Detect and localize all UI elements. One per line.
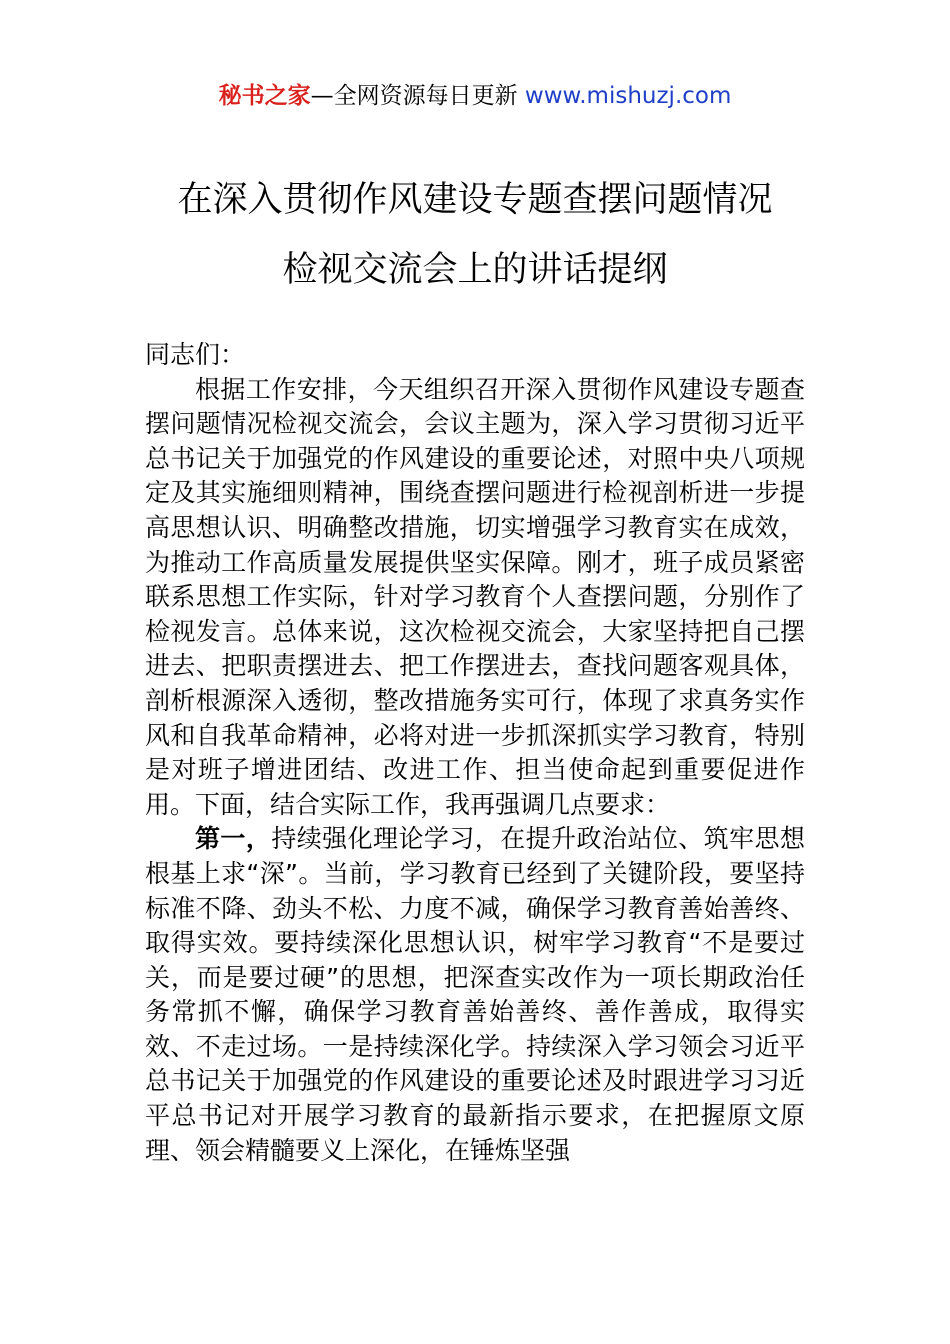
- site-header: [0, 80, 950, 112]
- paragraph-intro: 根据工作安排，今天组织召开深入贯彻作风建设专题查摆问题情况检视交流会，会议主题为，深入学习贯彻习近平总书记关于加强党的作风建设的重要论述，对照中央八项规定及其实施细则精神，围绕查摆问题进行检视剖析进一步提高思想认识、明确整改措施，切实增强学习教育实在成效，为推动工作高质量发展提供坚实保障。刚才，班子成员紧密联系思想工作实际，针对学习教育个人查摆问题，分别作了检视发言。总体来说，这次检视交流会，大家坚持把自己摆进去、把职责摆进去、把工作摆进去，查找问题客观具体，剖析根源深入透彻，整改措施务实可行，体现了求真务实作风和自我革命精神，必将对进一步抓深抓实学习教育，特别是对班子增进团结、改进工作、担当使命起到重要促进作用。下面，结合实际工作，我再强调几点要求：: [145, 374, 805, 819]
- first-point-lead: 第一，: [195, 824, 272, 854]
- site-brand: 秘书之家: [218, 83, 311, 109]
- site-tagline: —全网资源每日更新: [310, 83, 518, 109]
- first-point-body: 持续强化理论学习，在提升政治站位、筑牢思想根基上求“深”。当前，学习教育已经到了关键阶段，要坚持标准不降、劲头不松、力度不减，确保学习教育善始善终、取得实效。要持续深化思想认识，树牢学习教育“不是要过关，而是要过硬”的思想，把深查实改作为一项长期政治任务常抓不懈，确保学习教育善始善终、善作善成，取得实效、不走过场。一是持续深化学。持续深入学习领会习近平总书记关于加强党的作风建设的重要论述及时跟进学习习近平总书记对开展学习教育的最新指示要求，在把握原文原理、领会精髓要义上深化，在锤炼坚强: [145, 824, 805, 1165]
- paragraph-first-point: [145, 822, 805, 1168]
- document-title-line-2: 检视交流会上的讲话提纲: [282, 250, 668, 290]
- site-url-link[interactable]: www.mishuzj.com: [524, 83, 732, 109]
- document-body: [145, 338, 805, 1168]
- document-title-line-1: 在深入贯彻作风建设专题查摆问题情况: [177, 180, 773, 220]
- salutation: 同志们：: [145, 340, 246, 369]
